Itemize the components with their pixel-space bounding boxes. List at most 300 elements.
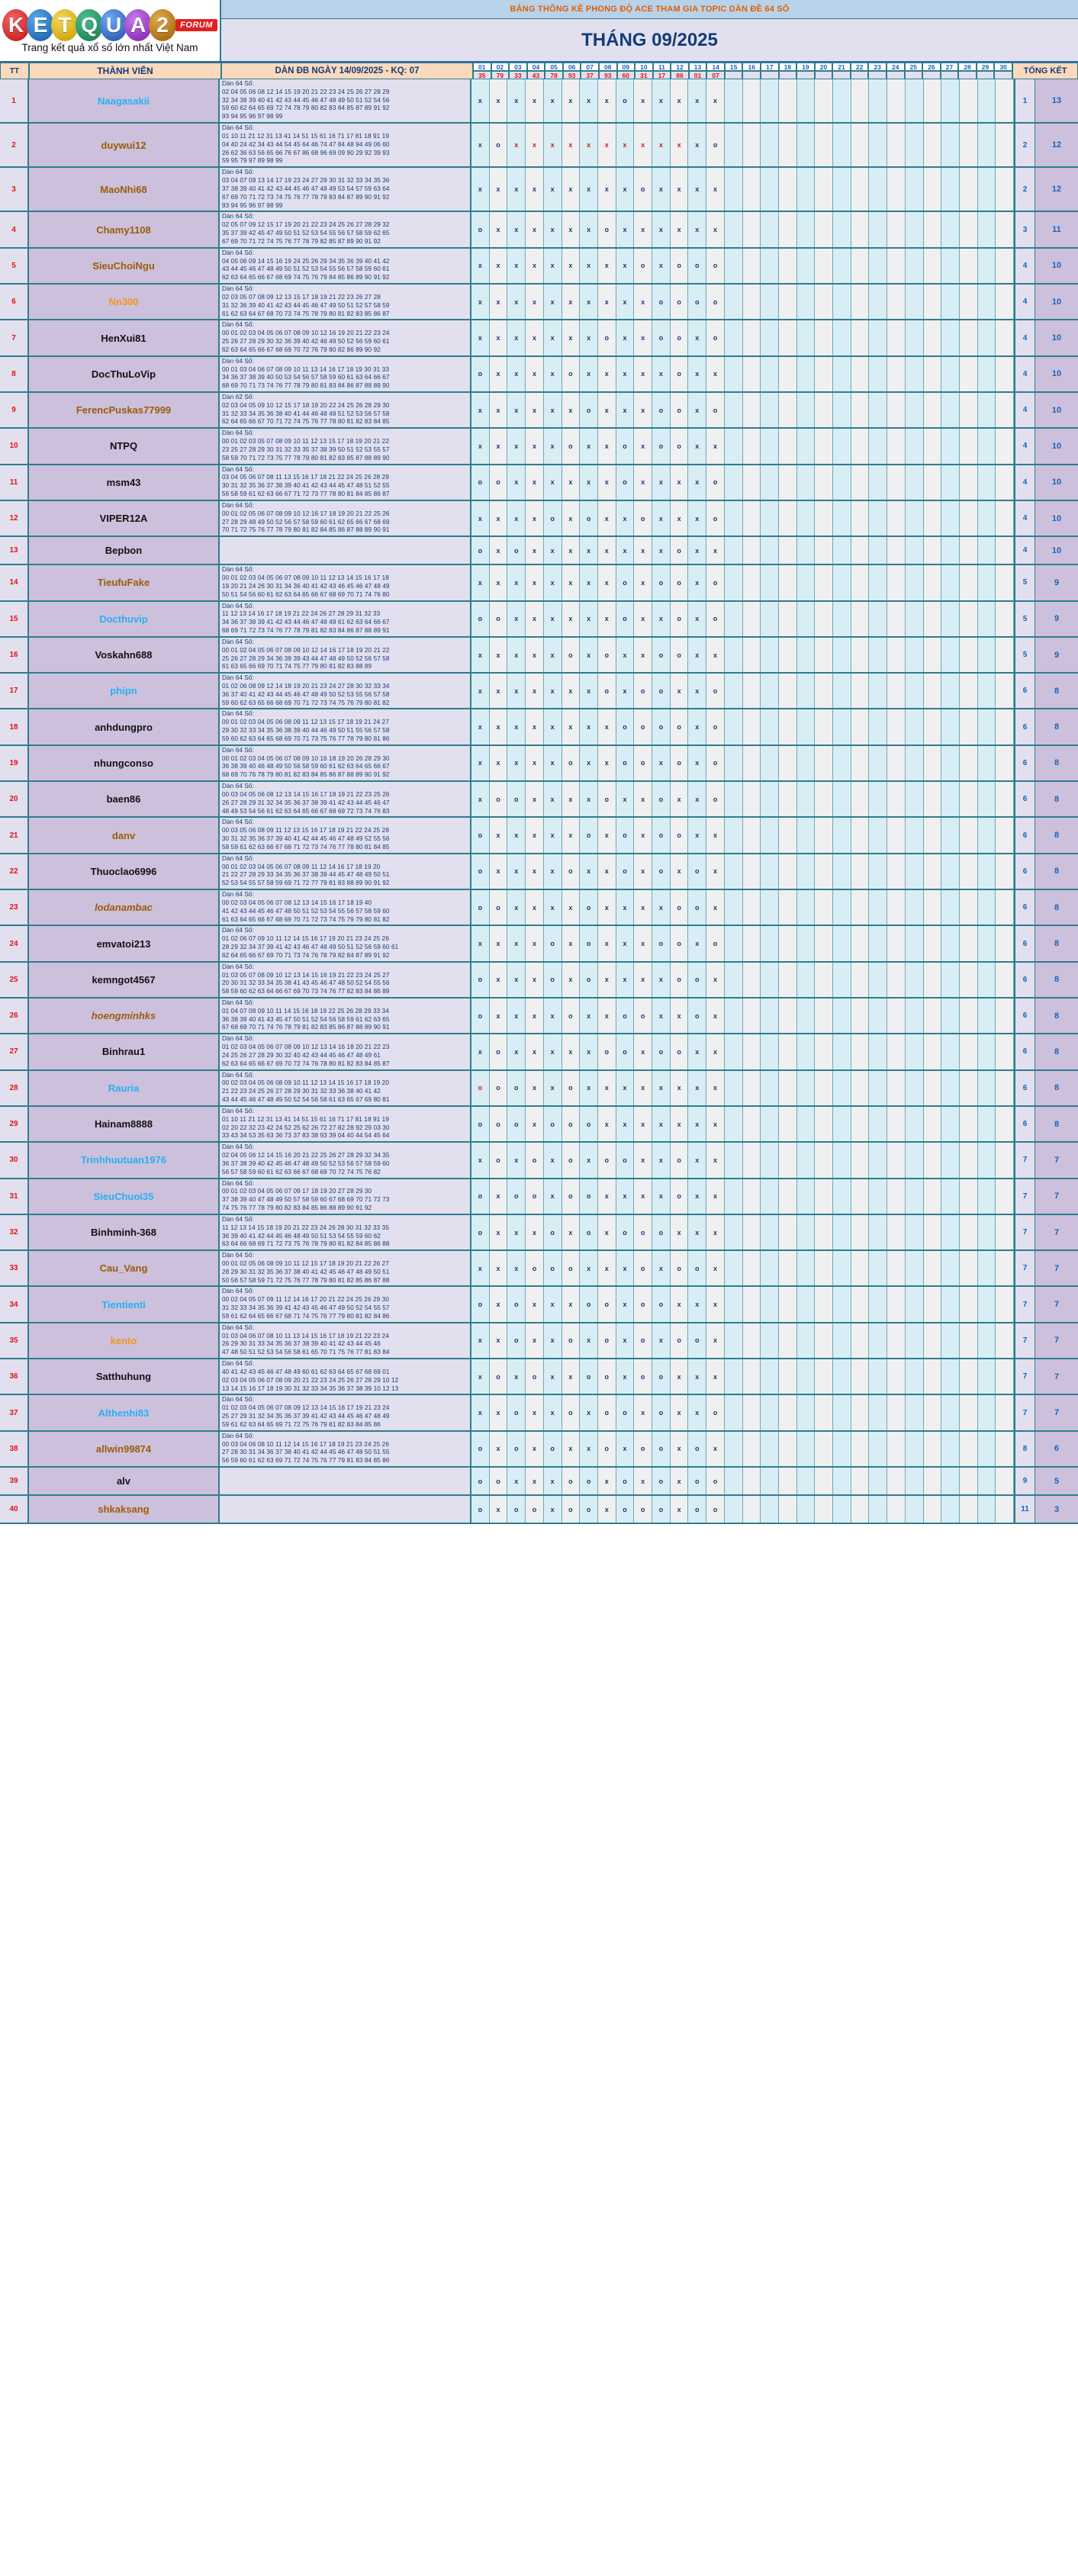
day-mark-29 (978, 638, 996, 672)
day-mark-13: o (688, 854, 706, 889)
day-mark-23 (869, 429, 887, 463)
day-mark-25 (906, 782, 924, 816)
day-mark-19 (797, 674, 816, 708)
rank-value: 4 (1014, 429, 1035, 463)
member-name[interactable]: MaoNhi68 (29, 168, 220, 211)
day-mark-11: x (652, 746, 671, 780)
day-mark-27 (941, 249, 960, 283)
day-mark-03: x (507, 320, 526, 355)
day-mark-30 (996, 357, 1014, 391)
day-mark-09: x (616, 890, 635, 925)
dan-line: 47 48 50 51 52 53 54 56 58 61 65 70 71 75 76 77 81 83 84 (222, 1349, 390, 1356)
day-mark-08: o (598, 638, 616, 672)
day-mark-14: x (706, 1251, 725, 1285)
rank-value: 1 (1014, 79, 1035, 122)
total-value: 10 (1035, 429, 1078, 463)
day-mark-28 (960, 124, 978, 166)
rank-value: 7 (1014, 1323, 1035, 1358)
day-mark-13: x (688, 465, 706, 500)
day-mark-11: x (652, 999, 671, 1033)
day-mark-20 (815, 212, 833, 246)
dan-numbers (220, 537, 471, 564)
day-mark-04: x (526, 1287, 544, 1321)
day-mark-05: x (544, 818, 562, 852)
member-name[interactable]: shkaksang (29, 1496, 220, 1523)
dan-numbers (220, 963, 471, 997)
day-mark-14: x (706, 1034, 725, 1069)
day-mark-13: x (688, 393, 706, 427)
day-mark-04: x (526, 357, 544, 391)
dan-line: 59 95 79 97 89 98 99 (222, 157, 283, 165)
day-mark-26 (924, 854, 942, 889)
day-mark-04: o (526, 1143, 544, 1177)
day-mark-16 (743, 782, 761, 816)
day-mark-27 (941, 674, 960, 708)
day-mark-01: x (471, 1251, 490, 1285)
dan-line: 58 59 60 62 63 64 66 67 69 70 73 74 76 77 82 83 84 86 89 (222, 988, 390, 995)
day-mark-07: o (580, 1287, 598, 1321)
day-mark-01: x (471, 638, 490, 672)
day-header-25: 25 (905, 63, 923, 71)
row-index: 24 (0, 926, 29, 960)
day-mark-02: o (490, 1107, 508, 1141)
day-mark-01: x (471, 1034, 490, 1069)
day-mark-27 (941, 1034, 960, 1069)
day-mark-21 (833, 501, 851, 535)
member-name[interactable]: phipn (29, 674, 220, 708)
table-row (0, 1251, 1078, 1287)
member-name[interactable]: Althenhi83 (29, 1395, 220, 1430)
dan-line: Dàn 64 Số: (222, 963, 254, 970)
day-mark-04: x (526, 429, 544, 463)
day-number-row (473, 63, 1012, 71)
dan-line: Dàn 62 Số: (222, 393, 254, 400)
day-mark-12: x (671, 1107, 689, 1141)
day-mark-14: x (706, 818, 725, 852)
logo-letter-t: T (51, 9, 79, 41)
day-mark-01: o (471, 1432, 490, 1466)
day-mark-17 (761, 999, 779, 1033)
dan-line: 27 28 30 31 34 36 37 38 40 41 42 44 45 46 47 48 50 51 55 (222, 1449, 390, 1456)
member-name[interactable]: Cau_Vang (29, 1251, 220, 1285)
day-mark-25 (906, 357, 924, 391)
dan-line: 00 01 02 03 04 05 06 07 08 09 11 12 14 16 17 18 19 20 (222, 863, 381, 870)
day-mark-22 (851, 1251, 870, 1285)
dan-line: 01 03 04 06 07 08 10 11 13 14 15 16 17 18 19 21 22 23 24 (222, 1332, 389, 1339)
day-mark-14: o (706, 746, 725, 780)
day-mark-04: o (526, 1496, 544, 1523)
table-header (0, 61, 1078, 79)
day-mark-23 (869, 249, 887, 283)
dan-line: Dàn 64 Số: (222, 1396, 254, 1404)
day-mark-24 (887, 1107, 906, 1141)
dan-numbers (220, 168, 471, 211)
table-row (0, 890, 1078, 926)
dan-line: 40 41 42 43 45 46 47 48 49 60 61 62 63 64 65 67 68 69 01 (222, 1368, 390, 1375)
member-name[interactable]: alv (29, 1468, 220, 1494)
day-mark-17 (761, 249, 779, 283)
member-name[interactable]: Binhminh-368 (29, 1215, 220, 1249)
day-mark-13: o (688, 1496, 706, 1523)
member-name[interactable]: Binhrau1 (29, 1034, 220, 1069)
day-mark-10: x (634, 124, 652, 166)
day-marks (471, 212, 1014, 246)
day-mark-30 (996, 168, 1014, 211)
day-mark-26 (924, 1395, 942, 1430)
member-name[interactable]: lodanambac (29, 890, 220, 925)
day-result-11: 17 (653, 71, 671, 79)
day-mark-18 (779, 1359, 797, 1394)
day-mark-09: x (616, 249, 635, 283)
day-mark-20 (815, 1071, 833, 1105)
day-mark-07: o (580, 818, 598, 852)
rank-value: 7 (1014, 1287, 1035, 1321)
member-name[interactable]: Hainam8888 (29, 1107, 220, 1141)
dan-numbers (220, 818, 471, 852)
member-name[interactable]: danv (29, 818, 220, 852)
day-mark-26 (924, 501, 942, 535)
day-mark-05: x (544, 1359, 562, 1394)
day-mark-16 (743, 1143, 761, 1177)
day-mark-02: x (490, 1179, 508, 1214)
day-mark-20 (815, 285, 833, 319)
day-mark-24 (887, 124, 906, 166)
day-mark-03: o (507, 1287, 526, 1321)
day-mark-16 (743, 638, 761, 672)
dan-line: 59 61 62 64 65 66 67 68 71 74 75 76 77 79 80 81 82 84 86 (222, 1312, 390, 1320)
day-mark-25 (906, 674, 924, 708)
day-mark-11: x (652, 1323, 671, 1358)
member-name[interactable]: Voskahn688 (29, 638, 220, 672)
day-mark-10: x (634, 782, 652, 816)
member-name[interactable]: SieuChoiNgu (29, 249, 220, 283)
day-mark-22 (851, 746, 870, 780)
day-result-09: 60 (617, 71, 636, 79)
table-row (0, 674, 1078, 709)
day-result-14: 07 (706, 71, 725, 79)
table-row (0, 818, 1078, 854)
day-mark-10: x (634, 1071, 652, 1105)
member-name[interactable]: Tientienti (29, 1287, 220, 1321)
day-header-03: 03 (509, 63, 527, 71)
day-mark-29 (978, 320, 996, 355)
member-name[interactable]: Thuoclao6996 (29, 854, 220, 889)
day-mark-07: x (580, 1432, 598, 1466)
day-mark-27 (941, 1323, 960, 1358)
day-mark-04: x (526, 1215, 544, 1249)
banner-text-area (221, 0, 1078, 61)
day-mark-27 (941, 465, 960, 500)
day-mark-01: o (471, 1107, 490, 1141)
day-mark-28 (960, 537, 978, 564)
day-mark-23 (869, 1107, 887, 1141)
day-mark-26 (924, 168, 942, 211)
day-mark-14: o (706, 674, 725, 708)
day-mark-30 (996, 124, 1014, 166)
day-mark-22 (851, 249, 870, 283)
day-mark-20 (815, 854, 833, 889)
day-mark-09: x (616, 285, 635, 319)
day-mark-02: x (490, 393, 508, 427)
day-mark-13: x (688, 320, 706, 355)
day-mark-11: x (652, 1107, 671, 1141)
day-mark-13: x (688, 212, 706, 246)
day-mark-06: x (562, 963, 581, 997)
day-mark-01: o (471, 1468, 490, 1494)
day-mark-30 (996, 854, 1014, 889)
day-mark-30 (996, 320, 1014, 355)
day-mark-13: o (688, 1432, 706, 1466)
day-mark-05: x (544, 1071, 562, 1105)
member-name[interactable]: Bepbon (29, 537, 220, 564)
day-mark-14: x (706, 638, 725, 672)
day-mark-10: o (634, 1215, 652, 1249)
day-mark-07: o (580, 501, 598, 535)
day-mark-23 (869, 674, 887, 708)
day-mark-11: x (652, 357, 671, 391)
day-mark-02: x (490, 999, 508, 1033)
day-mark-21 (833, 168, 851, 211)
day-mark-03: o (507, 1179, 526, 1214)
member-name[interactable]: emvatoi213 (29, 926, 220, 960)
dan-line: Dàn 64 Số: (222, 1179, 254, 1187)
day-mark-22 (851, 79, 870, 122)
day-mark-23 (869, 1496, 887, 1523)
day-mark-08: x (598, 746, 616, 780)
day-mark-22 (851, 212, 870, 246)
day-mark-08: x (598, 709, 616, 744)
row-index: 20 (0, 782, 29, 816)
dan-line: 67 69 70 71 72 73 74 75 76 77 78 79 83 84 87 89 90 91 92 (222, 193, 390, 201)
dan-line: 28 29 32 34 37 39 41 42 43 46 47 48 49 50 51 52 56 59 60 61 (222, 944, 399, 951)
member-name[interactable]: kemngot4567 (29, 963, 220, 997)
day-mark-22 (851, 999, 870, 1033)
day-mark-12: x (671, 782, 689, 816)
day-mark-25 (906, 1215, 924, 1249)
member-name[interactable]: Chamy1108 (29, 212, 220, 246)
dan-line: 37 38 39 40 41 42 43 44 45 46 47 48 49 53 54 57 59 63 64 (222, 185, 390, 192)
member-name[interactable]: anhdungpro (29, 709, 220, 744)
day-mark-21 (833, 1323, 851, 1358)
rank-value: 4 (1014, 320, 1035, 355)
day-mark-18 (779, 1107, 797, 1141)
day-mark-21 (833, 320, 851, 355)
member-name[interactable]: Rauria (29, 1071, 220, 1105)
row-index: 2 (0, 124, 29, 166)
dan-line: 30 31 32 35 36 37 38 39 40 41 42 43 44 45 47 48 51 52 55 (222, 482, 390, 490)
day-mark-15 (725, 1143, 743, 1177)
day-mark-28 (960, 465, 978, 500)
day-mark-04: x (526, 1468, 544, 1494)
member-name[interactable]: VIPER12A (29, 501, 220, 535)
total-value: 8 (1035, 1071, 1078, 1105)
member-name[interactable]: HenXui81 (29, 320, 220, 355)
day-mark-16 (743, 249, 761, 283)
day-mark-11: o (652, 638, 671, 672)
banner-title: THÁNG 09/2025 (581, 29, 718, 50)
day-mark-05: x (544, 1143, 562, 1177)
dan-line: 21 22 23 24 25 26 27 28 29 30 31 32 33 36 38 40 41 42 (222, 1088, 381, 1095)
member-name[interactable]: SieuChuoi35 (29, 1179, 220, 1214)
day-mark-09: x (616, 926, 635, 960)
day-mark-16 (743, 1432, 761, 1466)
site-tagline: Trang kết quả xổ số lớn nhất Việt Nam (21, 42, 198, 53)
day-mark-10: x (634, 357, 652, 391)
member-name[interactable]: Docthuvip (29, 602, 220, 636)
day-mark-28 (960, 249, 978, 283)
total-value: 10 (1035, 501, 1078, 535)
day-mark-27 (941, 124, 960, 166)
day-mark-20 (815, 746, 833, 780)
day-mark-04: x (526, 79, 544, 122)
day-mark-29 (978, 212, 996, 246)
day-mark-02: x (490, 1215, 508, 1249)
day-mark-13: o (688, 999, 706, 1033)
dan-line: 62 63 64 65 66 67 68 69 74 75 76 79 84 85 86 89 90 91 92 (222, 274, 390, 281)
row-index: 34 (0, 1287, 29, 1321)
day-mark-22 (851, 782, 870, 816)
day-mark-30 (996, 926, 1014, 960)
row-index: 30 (0, 1143, 29, 1177)
day-mark-24 (887, 926, 906, 960)
day-header-02: 02 (491, 63, 510, 71)
member-name[interactable]: NTPQ (29, 429, 220, 463)
day-mark-19 (797, 393, 816, 427)
day-mark-09: x (616, 1287, 635, 1321)
day-mark-05: x (544, 285, 562, 319)
member-name[interactable]: TieufuFake (29, 565, 220, 600)
member-name[interactable]: allwin99874 (29, 1432, 220, 1466)
day-mark-24 (887, 1359, 906, 1394)
day-mark-30 (996, 79, 1014, 122)
day-mark-11: o (652, 565, 671, 600)
day-mark-28 (960, 818, 978, 852)
day-mark-03: x (507, 501, 526, 535)
row-index: 28 (0, 1071, 29, 1105)
day-marks (471, 1034, 1014, 1069)
member-name[interactable]: nhungconso (29, 746, 220, 780)
member-name[interactable]: duywui12 (29, 124, 220, 166)
day-mark-24 (887, 168, 906, 211)
day-mark-19 (797, 565, 816, 600)
site-logo[interactable] (0, 0, 221, 61)
dan-line: 59 60 62 63 65 66 68 69 70 71 72 73 74 75 76 79 80 81 82 (222, 699, 390, 706)
day-mark-11: o (652, 782, 671, 816)
total-value: 8 (1035, 854, 1078, 889)
day-mark-27 (941, 1215, 960, 1249)
day-mark-12: o (671, 1034, 689, 1069)
member-name[interactable]: DocThuLoVip (29, 357, 220, 391)
day-mark-15 (725, 537, 743, 564)
day-result-17 (761, 71, 779, 79)
dan-line: 00 01 02 03 04 05 06 07 09 17 18 19 20 27 28 29 30 (222, 1188, 372, 1195)
member-name[interactable]: FerencPuskas77999 (29, 393, 220, 427)
day-header-06: 06 (563, 63, 581, 71)
day-mark-04: x (526, 285, 544, 319)
member-name[interactable]: kento (29, 1323, 220, 1358)
day-mark-14: x (706, 1287, 725, 1321)
dan-numbers (220, 320, 471, 355)
member-name[interactable]: msm43 (29, 465, 220, 500)
day-mark-04: o (526, 1251, 544, 1285)
day-mark-16 (743, 709, 761, 744)
dan-numbers (220, 854, 471, 889)
day-mark-22 (851, 357, 870, 391)
day-mark-04: x (526, 212, 544, 246)
day-mark-10: x (634, 638, 652, 672)
day-mark-26 (924, 638, 942, 672)
day-marks (471, 1395, 1014, 1430)
day-mark-13: x (688, 429, 706, 463)
day-mark-05: x (544, 79, 562, 122)
day-mark-05: x (544, 999, 562, 1033)
member-name[interactable]: Trinhhuutuan1976 (29, 1143, 220, 1177)
day-mark-23 (869, 357, 887, 391)
day-mark-03: x (507, 746, 526, 780)
member-name[interactable]: Satthuhung (29, 1359, 220, 1394)
dan-line: Dàn 64 Số: (222, 1323, 254, 1331)
day-mark-12: x (671, 1496, 689, 1523)
day-mark-19 (797, 501, 816, 535)
day-mark-18 (779, 124, 797, 166)
day-mark-13: x (688, 709, 706, 744)
day-mark-18 (779, 638, 797, 672)
dan-numbers (220, 1034, 471, 1069)
rank-value: 6 (1014, 963, 1035, 997)
day-mark-13: x (688, 124, 706, 166)
day-mark-04: x (526, 565, 544, 600)
day-mark-20 (815, 638, 833, 672)
day-mark-17 (761, 501, 779, 535)
member-name[interactable]: baen86 (29, 782, 220, 816)
day-mark-12: o (671, 1143, 689, 1177)
dan-line: 37 38 39 40 47 48 49 50 57 58 59 60 67 68 69 70 71 72 73 (222, 1196, 390, 1204)
day-mark-20 (815, 124, 833, 166)
day-mark-07: x (580, 999, 598, 1033)
member-name[interactable]: Naagasakii (29, 79, 220, 122)
day-mark-24 (887, 999, 906, 1033)
total-value: 7 (1035, 1395, 1078, 1430)
day-mark-08: x (598, 168, 616, 211)
day-mark-02: x (490, 320, 508, 355)
day-mark-21 (833, 1359, 851, 1394)
day-mark-05: x (544, 320, 562, 355)
day-mark-15 (725, 1107, 743, 1141)
day-header-05: 05 (545, 63, 563, 71)
total-value: 10 (1035, 465, 1078, 500)
dan-line: Dàn 64 Số: (222, 638, 254, 645)
day-mark-26 (924, 1287, 942, 1321)
day-mark-06: x (562, 1215, 581, 1249)
day-mark-09: x (616, 1251, 635, 1285)
member-name[interactable]: Nn300 (29, 285, 220, 319)
day-mark-20 (815, 79, 833, 122)
day-mark-13: x (688, 782, 706, 816)
day-mark-09: x (616, 1359, 635, 1394)
dan-line: 00 01 02 03 04 05 06 07 08 09 10 16 18 19 20 26 28 29 30 (222, 754, 390, 762)
day-mark-10: o (634, 1359, 652, 1394)
day-mark-19 (797, 1359, 816, 1394)
day-mark-03: x (507, 709, 526, 744)
day-mark-15 (725, 999, 743, 1033)
day-mark-12: o (671, 357, 689, 391)
day-result-23 (868, 71, 887, 79)
day-mark-20 (815, 963, 833, 997)
member-name[interactable]: hoengminhks (29, 999, 220, 1033)
day-mark-22 (851, 429, 870, 463)
total-value: 8 (1035, 709, 1078, 744)
day-header-26: 26 (922, 63, 941, 71)
